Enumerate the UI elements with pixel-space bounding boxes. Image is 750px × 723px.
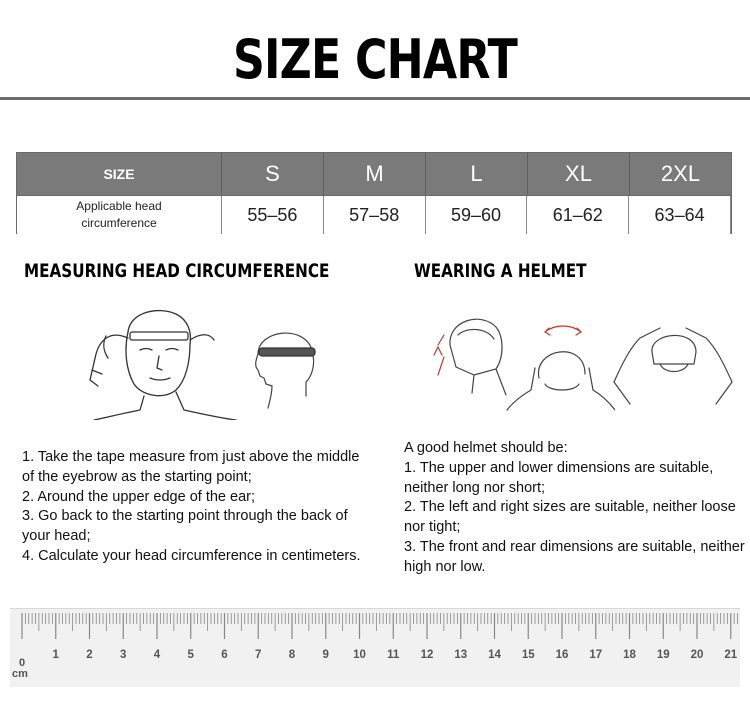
wearing-step-2: 2. The left and right sizes are suitable, neither loose nor tight; — [404, 499, 736, 536]
ruler-number: 1 — [52, 649, 59, 661]
ruler-zero-label: 0 — [19, 657, 26, 669]
measuring-step-3: 3. Go back to the starting point through the back of your head; — [22, 508, 348, 545]
size-header-l: L — [426, 153, 528, 195]
range-m: 57–58 — [324, 196, 426, 234]
ruler-number: 7 — [255, 649, 262, 661]
title-divider — [0, 97, 750, 100]
ruler-number: 10 — [353, 649, 366, 661]
range-l: 59–60 — [426, 196, 528, 234]
wearing-section-title: WEARING A HELMET — [414, 260, 587, 282]
centimeter-ruler — [10, 608, 740, 687]
ruler-number: 18 — [623, 649, 636, 661]
wearing-step-3: 3. The front and rear dimensions are suitable, neither high nor low. — [404, 538, 745, 575]
size-table-header-row — [17, 153, 731, 195]
ruler-number: 14 — [488, 649, 501, 661]
page-title: SIZE CHART — [232, 28, 518, 91]
size-table — [16, 152, 732, 234]
size-header-xl: XL — [528, 153, 630, 195]
ruler-number: 13 — [454, 649, 468, 661]
wearing-step-1: 1. The upper and lower dimensions are suitable, neither long nor short; — [404, 459, 714, 496]
range-row-label: Applicable head circumference — [17, 196, 222, 234]
ruler-unit-label: cm — [12, 668, 28, 680]
size-header-s: S — [222, 153, 324, 195]
ruler-number: 16 — [555, 649, 569, 661]
helmet-front-back-illustration — [430, 305, 510, 400]
ruler-number: 4 — [153, 649, 161, 661]
range-2xl: 63–64 — [629, 196, 731, 234]
measuring-head-front-illustration — [80, 300, 240, 420]
ruler-number: 17 — [589, 649, 603, 661]
range-xl: 61–62 — [527, 196, 629, 234]
size-header-label: SIZE — [17, 153, 222, 195]
ruler-number: 9 — [322, 649, 329, 661]
ruler-number: 8 — [288, 649, 296, 661]
measuring-section-title: MEASURING HEAD CIRCUMFERENCE — [24, 260, 330, 282]
measuring-step-1: 1. Take the tape measure from just above the middle of the eyebrow as the starting point; — [22, 449, 360, 485]
size-header-2xl: 2XL — [660, 161, 701, 186]
wearing-steps — [404, 439, 750, 578]
ruler-number: 21 — [724, 649, 738, 661]
range-s: 55–56 — [222, 196, 324, 234]
ruler-number: 3 — [120, 649, 127, 661]
helmet-left-right-illustration — [505, 318, 615, 413]
ruler-number: 6 — [221, 649, 228, 661]
ruler-number: 19 — [656, 649, 670, 661]
ruler-number: 12 — [420, 649, 434, 661]
measuring-head-side-illustration — [250, 320, 325, 410]
wearing-intro: A good helmet should be: — [404, 440, 568, 456]
measuring-step-2: 2. Around the upper edge of the ear; — [22, 488, 255, 505]
size-header-m: M — [324, 153, 426, 195]
measuring-steps — [22, 448, 362, 567]
size-table-range-row — [17, 195, 731, 234]
ruler-number: 15 — [521, 649, 535, 661]
measuring-step-4: 4. Calculate your head circumference in centimeters. — [22, 547, 361, 564]
ruler-ticks — [10, 609, 740, 687]
ruler-number: 20 — [690, 649, 704, 661]
ruler-number: 2 — [86, 649, 93, 661]
ruler-number: 11 — [387, 649, 400, 661]
helmet-adjust-illustration — [610, 308, 735, 408]
ruler-number: 5 — [187, 649, 194, 661]
